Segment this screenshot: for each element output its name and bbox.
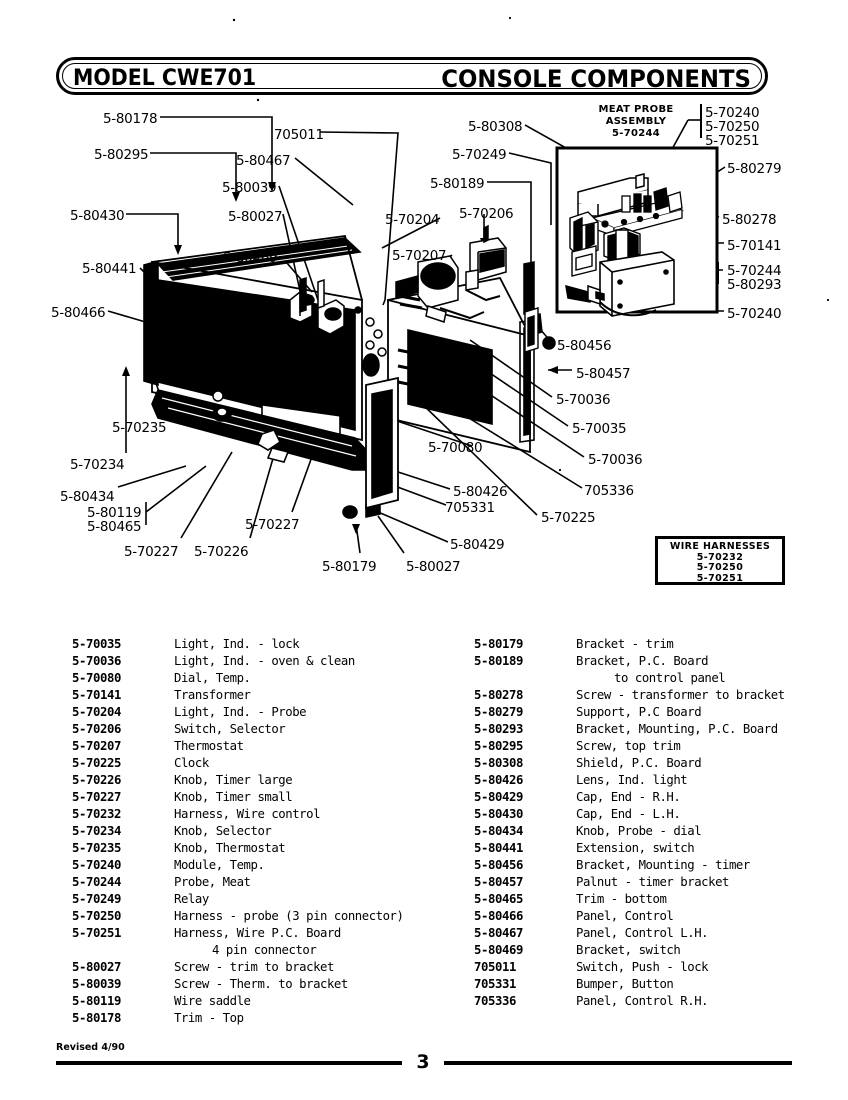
parts-row (474, 874, 785, 891)
callout-5-70206: 5-70206 (459, 206, 514, 222)
callout-5-80456: 5-80456 (557, 338, 612, 354)
part-description: Switch, Selector (174, 722, 286, 736)
parts-row (474, 976, 785, 993)
part-number: 5-80308 (474, 756, 524, 770)
part-description: Bumper, Button (576, 977, 674, 991)
parts-row (474, 789, 785, 806)
callout-5-70207: 5-70207 (392, 248, 447, 264)
part-number: 5-70240 (72, 858, 122, 872)
parts-row (72, 823, 403, 840)
callout-5-80119: 5-80119 (87, 505, 142, 521)
part-description: Screw - trim to bracket (174, 960, 334, 974)
part-description: Lens, Ind. light (576, 773, 688, 787)
part-description: Cap, End - R.H. (576, 790, 681, 804)
parts-row (474, 993, 785, 1010)
callout-5-70204: 5-70204 (385, 212, 440, 228)
part-number: 5-70141 (72, 688, 122, 702)
callout-5-80465: 5-80465 (87, 519, 142, 535)
callout-5-80295: 5-80295 (94, 147, 149, 163)
page-number: 3 (416, 1051, 430, 1073)
parts-row (72, 738, 403, 755)
part-number: 5-80430 (474, 807, 524, 821)
parts-row (474, 704, 785, 721)
callout-5-80469: 5-80469 (223, 250, 278, 266)
parts-row (72, 874, 403, 891)
callout-5-70225: 5-70225 (541, 510, 596, 526)
part-number: 5-80429 (474, 790, 524, 804)
probe-title-line2: ASSEMBLY (605, 116, 667, 127)
part-description: Light, Ind. - oven & clean (174, 654, 355, 668)
callout-5-80293: 5-80293 (727, 277, 782, 293)
parts-row (474, 772, 785, 789)
callout-705336: 705336 (584, 483, 634, 499)
footer-rule-right (444, 1061, 792, 1065)
parts-row (72, 772, 403, 789)
parts-row (474, 738, 785, 755)
parts-row (474, 908, 785, 925)
callout-5-70226: 5-70226 (194, 544, 249, 560)
page-footer (0, 1040, 848, 1090)
model-title: MODEL CWE701 (73, 66, 257, 91)
parts-row (72, 976, 403, 993)
part-number: 5-70232 (72, 807, 122, 821)
callout-5-80430: 5-80430 (70, 208, 125, 224)
part-number: 5-80426 (474, 773, 524, 787)
part-description: Trim - bottom (576, 892, 667, 906)
parts-row (474, 636, 785, 653)
part-description: Harness, Wire P.C. Board (174, 926, 341, 940)
part-description: Switch, Push - lock (576, 960, 709, 974)
callout-5-70080: 5-70080 (428, 440, 483, 456)
parts-row (474, 891, 785, 908)
part-number: 705336 (474, 994, 517, 1008)
part-description: Bracket, P.C. Board (576, 654, 709, 668)
parts-row (72, 789, 403, 806)
part-description: Palnut - timer bracket (576, 875, 729, 889)
part-description: Relay (174, 892, 209, 906)
callout-5-80039: 5-80039 (222, 180, 277, 196)
parts-row (72, 704, 403, 721)
part-number: 5-80295 (474, 739, 524, 753)
parts-row (474, 959, 785, 976)
part-description: Bracket, Mounting, P.C. Board (576, 722, 778, 736)
part-description: Knob, Selector (174, 824, 272, 838)
callout-705011: 705011 (274, 127, 324, 143)
callout-5-80426: 5-80426 (453, 484, 508, 500)
parts-row (72, 755, 403, 772)
part-description: 4 pin connector (212, 943, 317, 957)
meat-probe-assembly-title (578, 104, 694, 140)
part-number: 5-70206 (72, 722, 122, 736)
callout-5-70235: 5-70235 (112, 420, 167, 436)
callout-5-80441: 5-80441 (82, 261, 137, 277)
callout-5-70234: 5-70234 (70, 457, 125, 473)
part-number: 705011 (474, 960, 517, 974)
part-number: 5-80457 (474, 875, 524, 889)
callout-5-70250: 5-70250 (705, 119, 760, 135)
parts-row (474, 925, 785, 942)
parts-row (474, 755, 785, 772)
part-number: 5-80434 (474, 824, 524, 838)
part-number: 5-80469 (474, 943, 524, 957)
part-number: 5-70207 (72, 739, 122, 753)
parts-row (474, 806, 785, 823)
parts-row (72, 959, 403, 976)
callout-5-80278: 5-80278 (722, 212, 777, 228)
part-description: Panel, Control L.H. (576, 926, 709, 940)
part-description: Screw, top trim (576, 739, 681, 753)
part-description: Screw - transformer to bracket (576, 688, 785, 702)
parts-row (474, 687, 785, 704)
callout-705331: 705331 (445, 500, 495, 516)
parts-list-left-column (72, 636, 403, 1027)
part-number: 5-70234 (72, 824, 122, 838)
wire-harnesses-title: WIRE HARNESSES (669, 541, 771, 552)
parts-row (72, 857, 403, 874)
part-number: 5-80456 (474, 858, 524, 872)
parts-row (72, 653, 403, 670)
part-number: 5-80441 (474, 841, 524, 855)
parts-row (72, 891, 403, 908)
callout-5-70036: 5-70036 (588, 452, 643, 468)
part-description: Knob, Timer large (174, 773, 293, 787)
part-number: 5-70226 (72, 773, 122, 787)
part-number: 5-70249 (72, 892, 122, 906)
part-description: Cap, End - L.H. (576, 807, 681, 821)
part-number: 5-80189 (474, 654, 524, 668)
part-description: Trim - Top (174, 1011, 244, 1025)
part-description: Bracket, switch (576, 943, 681, 957)
callout-5-80457: 5-80457 (576, 366, 631, 382)
part-description: Shield, P.C. Board (576, 756, 702, 770)
part-number: 5-80467 (474, 926, 524, 940)
part-description: Module, Temp. (174, 858, 265, 872)
parts-row (72, 925, 403, 942)
part-number: 5-70035 (72, 637, 122, 651)
callout-5-70249: 5-70249 (452, 147, 507, 163)
part-description: Panel, Control (576, 909, 674, 923)
callout-5-80189: 5-80189 (430, 176, 485, 192)
part-number: 5-70227 (72, 790, 122, 804)
part-description: Support, P.C Board (576, 705, 702, 719)
part-description: Clock (174, 756, 209, 770)
parts-row (72, 670, 403, 687)
parts-list (0, 636, 848, 1036)
callout-5-80178: 5-80178 (103, 111, 158, 127)
part-description: Light, Ind. - lock (174, 637, 300, 651)
callout-5-80429: 5-80429 (450, 537, 505, 553)
parts-row (474, 840, 785, 857)
parts-row (72, 721, 403, 738)
part-number: 705331 (474, 977, 517, 991)
parts-row (72, 1010, 403, 1027)
part-description: Knob, Thermostat (174, 841, 286, 855)
part-description: Bracket - trim (576, 637, 674, 651)
callout-5-80027: 5-80027 (228, 209, 283, 225)
wire-harness-item: 5-70251 (696, 572, 744, 584)
parts-row (474, 670, 785, 687)
part-number: 5-80465 (474, 892, 524, 906)
callout-5-80434: 5-80434 (60, 489, 115, 505)
parts-row (474, 857, 785, 874)
part-number: 5-70250 (72, 909, 122, 923)
parts-row (72, 908, 403, 925)
part-description: Wire saddle (174, 994, 251, 1008)
callout-5-70035: 5-70035 (572, 421, 627, 437)
callout-5-70251: 5-70251 (705, 133, 760, 149)
part-description: Bracket, Mounting - timer (576, 858, 750, 872)
footer-rule-left (56, 1061, 402, 1065)
part-description: Transformer (174, 688, 251, 702)
parts-row (474, 942, 785, 959)
part-number: 5-80179 (474, 637, 524, 651)
part-number: 5-70225 (72, 756, 122, 770)
parts-row (72, 993, 403, 1010)
callout-5-80308: 5-80308 (468, 119, 523, 135)
callout-5-80179: 5-80179 (322, 559, 377, 575)
callout-5-70227: 5-70227 (124, 544, 179, 560)
part-number: 5-70036 (72, 654, 122, 668)
part-description: Light, Ind. - Probe (174, 705, 307, 719)
parts-row (474, 823, 785, 840)
part-description: Harness, Wire control (174, 807, 321, 821)
callout-5-70240: 5-70240 (705, 105, 760, 121)
part-number: 5-70080 (72, 671, 122, 685)
parts-row (72, 687, 403, 704)
part-description: Panel, Control R.H. (576, 994, 709, 1008)
parts-row (72, 636, 403, 653)
callout-5-80027: 5-80027 (406, 559, 461, 575)
callout-5-80279: 5-80279 (727, 161, 782, 177)
part-description: Knob, Timer small (174, 790, 293, 804)
callout-5-80467: 5-80467 (236, 153, 291, 169)
part-number: 5-80466 (474, 909, 524, 923)
callout-5-70141: 5-70141 (727, 238, 782, 254)
callout-5-70227: 5-70227 (245, 517, 300, 533)
part-number: 5-80119 (72, 994, 122, 1008)
revision-date: Revised 4/90 (56, 1042, 125, 1053)
parts-row (474, 721, 785, 738)
callout-5-70240: 5-70240 (727, 306, 782, 322)
parts-row (72, 840, 403, 857)
part-number: 5-80039 (72, 977, 122, 991)
part-description: Thermostat (174, 739, 244, 753)
callout-5-80466: 5-80466 (51, 305, 106, 321)
part-number: 5-70244 (72, 875, 122, 889)
part-number: 5-80279 (474, 705, 524, 719)
part-description: Harness - probe (3 pin connector) (174, 909, 404, 923)
part-number: 5-80278 (474, 688, 524, 702)
callout-5-70036: 5-70036 (556, 392, 611, 408)
callout-5-70244: 5-70244 (727, 263, 782, 279)
wire-harness-item: 5-70250 (696, 562, 744, 573)
part-number: 5-70204 (72, 705, 122, 719)
part-description: to control panel (614, 671, 726, 685)
part-description: Extension, switch (576, 841, 695, 855)
part-number: 5-80027 (72, 960, 122, 974)
part-number: 5-70235 (72, 841, 122, 855)
parts-list-right-column (474, 636, 785, 1010)
parts-row (474, 653, 785, 670)
part-number: 5-80178 (72, 1011, 122, 1025)
part-description: Probe, Meat (174, 875, 251, 889)
parts-row (72, 806, 403, 823)
part-description: Dial, Temp. (174, 671, 251, 685)
probe-title-line3: 5-70244 (612, 128, 660, 139)
parts-row (72, 942, 403, 959)
wire-harnesses-box (655, 536, 785, 585)
wire-harness-item: 5-70232 (696, 551, 744, 563)
part-number: 5-80293 (474, 722, 524, 736)
probe-title-line1: MEAT PROBE (598, 104, 674, 115)
part-description: Screw - Therm. to bracket (174, 977, 348, 991)
section-title: CONSOLE COMPONENTS (441, 65, 751, 93)
part-number: 5-70251 (72, 926, 122, 940)
part-description: Knob, Probe - dial (576, 824, 702, 838)
